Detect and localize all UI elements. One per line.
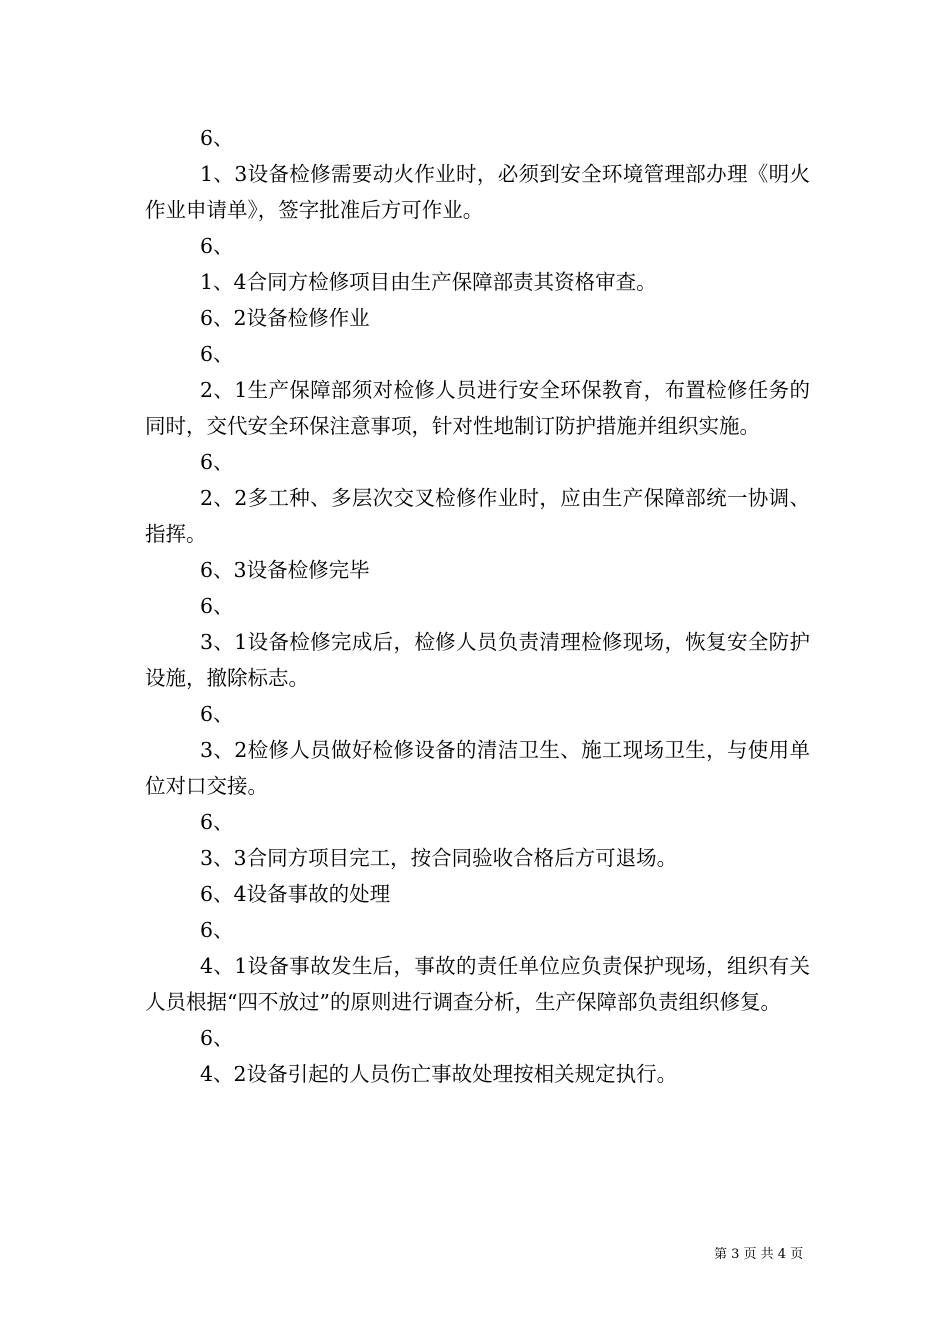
paragraph: 6、 bbox=[200, 126, 234, 150]
paragraph: 3、3合同方项目完工，按合同验收合格后方可退场。 bbox=[200, 846, 678, 870]
paragraph: 3、2检修人员做好检修设备的清洁卫生、施工现场卫生，与使用单位对口交接。 bbox=[145, 738, 810, 798]
paragraph: 3、1设备检修完成后，检修人员负责清理检修现场，恢复安全防护设施，撤除标志。 bbox=[145, 630, 810, 690]
paragraph: 6、 bbox=[200, 810, 234, 834]
paragraph: 2、1生产保障部须对检修人员进行安全环保教育，布置检修任务的同时，交代安全环保注意事项，针对性地制订防护措施并组织实施。 bbox=[145, 378, 810, 438]
paragraph: 4、1设备事故发生后，事故的责任单位应负责保护现场，组织有关人员根据“四不放过”的原则进行调查分析，生产保障部负责组织修复。 bbox=[145, 954, 810, 1014]
paragraph: 6、 bbox=[200, 342, 234, 366]
paragraph: 1、3设备检修需要动火作业时，必须到安全环境管理部办理《明火作业申请单》，签字批准后方可作业。 bbox=[145, 162, 810, 222]
paragraph: 6、 bbox=[200, 594, 234, 618]
paragraph: 6、 bbox=[200, 234, 234, 258]
paragraph: 6、 bbox=[200, 450, 234, 474]
section-heading: 6、2设备检修作业 bbox=[200, 306, 370, 330]
paragraph: 6、 bbox=[200, 1026, 234, 1050]
paragraph: 4、2设备引起的人员伤亡事故处理按相关规定执行。 bbox=[200, 1062, 678, 1086]
paragraph: 2、2多工种、多层次交叉检修作业时，应由生产保障部统一协调、指挥。 bbox=[145, 486, 810, 546]
section-heading: 6、3设备检修完毕 bbox=[200, 558, 370, 582]
paragraph: 1、4合同方检修项目由生产保障部责其资格审查。 bbox=[200, 270, 657, 294]
page-number-footer: 第 3 页 共 4 页 bbox=[714, 1247, 804, 1262]
paragraph: 6、 bbox=[200, 702, 234, 726]
paragraph: 6、 bbox=[200, 918, 234, 942]
document-body bbox=[145, 120, 810, 1092]
section-heading: 6、4设备事故的处理 bbox=[200, 882, 391, 906]
